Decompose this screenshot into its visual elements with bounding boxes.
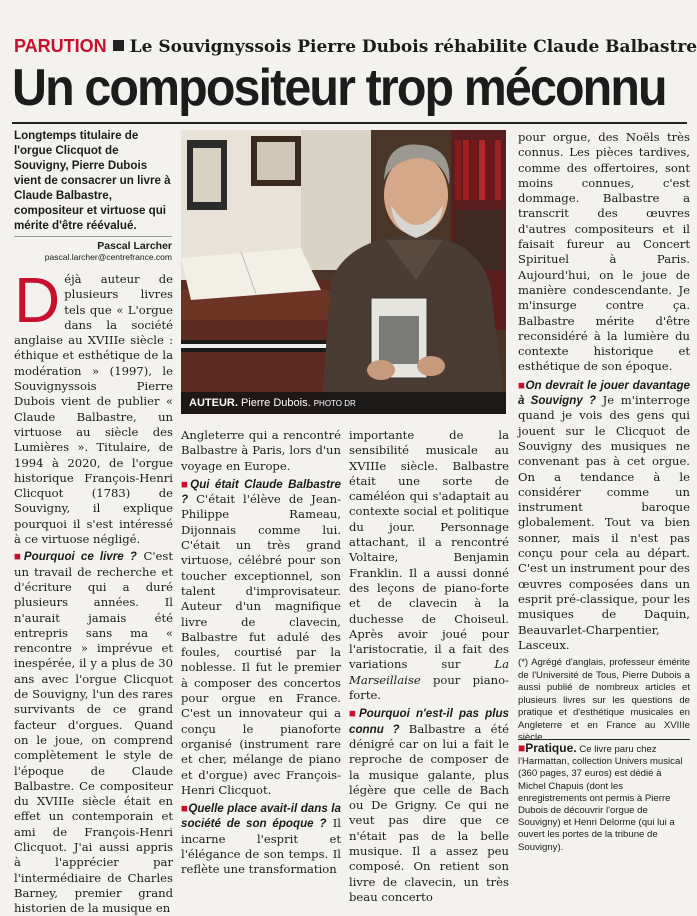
kicker-title: Le Souvignyssois Pierre Dubois réhabilite Claude Balbastre xyxy=(129,37,697,57)
question-2: ■ Qui était Claude Balbastre ? xyxy=(181,478,341,506)
caption-label: AUTEUR. xyxy=(189,397,238,409)
question-3: ■ Quelle place avait-il dans la société de son époque ? xyxy=(181,802,341,830)
chapo: Longtemps titulaire de l'orgue Clicquot de Souvigny, Pierre Dubois vient de consacrer un livre à Claude Balbastre, compositeur et virtuose qui mérite d'être réévalué. xyxy=(14,129,171,232)
col3-answer: ■ Pourquoi n'est-il pas plus connu ? Balbastre a été dénigré car on lui a fait le reproche de composer de la musique galante, plus légère que celle de Bach ou De Grigny. Ce qui ne veut pas dire que ce n'était pas de la belle musique. Il a assez peu composé. On retient son livre de clavecin, un très beau concerto xyxy=(349,706,509,905)
question-4: ■ Pourquoi n'est-il pas plus connu ? xyxy=(349,707,509,735)
dropcap: D xyxy=(14,264,61,336)
col2-p1: Angleterre qui a rencontré Balbastre à Paris, lors d'un voyage en Europe. xyxy=(181,428,341,473)
byline xyxy=(14,236,172,262)
kicker xyxy=(14,36,697,57)
footnote: (*) Agrégé d'anglais, professeur émérite de l'Université de Tous, Pierre Dubois a aussi publié de nombreux articles et plusieurs livres sur les questions de pratique et d'esthétique musicales en Angleterre et en France au XVIIIe siècle. xyxy=(518,657,690,744)
author-email: pascal.larcher@centrefrance.com xyxy=(44,252,172,262)
author-name: Pascal Larcher xyxy=(97,240,172,252)
col4-answer: ■ On devrait le jouer davantage à Souvigny ? Je m'interroge quand je vois des gens qui jouent sur le Clicquot de Souvigny des musiques ne convenant pas à cet orgue. On a tendance à le considérer comme un instrument baroque globalement. Tout va bien sonner, mais il n'est pas conçu pour cela au départ. C'est un instrument pour des œuvres composées dans un esprit pré-classique, pour les musiques de Daquin, Beauvarlet-Charpentier, Lasceux. xyxy=(518,378,690,653)
col1-answer: ■ Pourquoi ce livre ? C'est un travail de recherche et d'écriture qui a duré plusieurs années. Il n'aurait jamais été entrepris sans ma « rencontre » imprévue et inespérée, il y a plus de 30 ans avec l'orgue Clicquot de Souvigny, l'un des rares survivants de ce grand facteur d'orgues. Quand on le joue, on comprend complètement le style de l'époque de Claude Balbastre. Ce compositeur du XVIIIe siècle était en effet un contemporain et ami de François-Henri Clicquot. J'ai aussi appris à l'apprécier par l'intermédiaire de Charles Barney, premier grand historien de la musique en xyxy=(14,549,173,916)
question-1: ■ Pourquoi ce livre ? xyxy=(14,550,137,563)
col4-p1: pour orgue, des Noëls très connus. Les pièces tardives, comme des offertoires, sont moins connues, c'est dommage. Balbastre a transcrit des œuvres d'autres compositeurs et il faisait fureur au Concert Spirituel à Paris. Aujourd'hui, on le joue de manière condescendante. Je m'insurge contre ça. Balbastre mérite d'être reconsidéré à la lumière du contexte historique et esthétique de son époque. xyxy=(518,130,690,374)
rubric: PARUTION xyxy=(14,36,107,56)
question-5: ■ On devrait le jouer davantage à Souvigny ? xyxy=(518,379,690,407)
col3-p1: importante de la sensibilité musicale au XVIIIe siècle. Balbastre était une sorte de caméléon qui s'adaptait au contexte social et politique du jour. Personnage attachant, il a rencontré Voltaire, Benjamin Franklin. Il a aussi donné des leçons de piano-forte et de clavecin à la duchesse de Choiseul. Après avoir joué pour l'aristocratie, il a fait des variations sur La Marseillaise pour piano-forte. xyxy=(349,428,509,703)
square-bullet-icon xyxy=(113,40,124,51)
pratique-text: Ce livre paru chez l'Harmattan, collection Univers musical (360 pages, 37 euros) est dédié à Michel Chapuis (dont les enregistrements ont permis à Pierre Dubois de découvrir l'orgue de Souvigny) et Henri Delorme (qui lui a ouvert les portes de la tribune de Souvigny). xyxy=(518,744,683,853)
photo-caption xyxy=(181,392,506,414)
column-1 xyxy=(14,264,173,916)
headline: Un compositeur trop méconnu xyxy=(12,59,666,117)
caption-text: Pierre Dubois. xyxy=(240,397,311,409)
column-2 xyxy=(181,428,341,878)
pratique-title: ■ Pratique. xyxy=(518,741,577,755)
photo-credit: PHOTO DR xyxy=(313,399,356,408)
pratique-box xyxy=(518,739,690,854)
column-4 xyxy=(518,130,690,745)
col1-intro: Déjà auteur de plusieurs livres tels que « L'orgue dans la société anglaise au XVIIIe siècle : éthique et esthétique de la modération » (1997), le Souvignyssois Pierre Dubois vient de publier « Claude Balbastre, un virtuose au siècle des Lumières ». Titulaire, de 1994 à 2020, de l'orgue historique François-Henri Clicquot (1783) de Souvigny, il explique pourquoi il s'est intéressé à ce virtuose négligé. xyxy=(14,264,173,547)
author-photo xyxy=(181,130,506,414)
column-3 xyxy=(349,428,509,905)
col2-answer-1: ■ Qui était Claude Balbastre ? C'était l'élève de Jean-Philippe Rameau, Dijonnais comme lui. C'était un très grand virtuose, célébré pour son toucher exceptionnel, son talent d'improvisateur. Auteur d'un magnifique livre de clavecin, Balbastre fut adulé des foules, courtisé par la noblesse. Il fut le premier à composer des concertos pour orgue en France. C'est un innovateur qui a conçu le pianoforte organisé (instrument rare et cher, mélange de piano et d'orgue) avec François-Henri Clicquot. xyxy=(181,477,341,798)
col2-answer-2: ■ Quelle place avait-il dans la société de son époque ? Il incarne l'esprit et l'élégance de son temps. Il reflète une transformation xyxy=(181,801,341,877)
headline-rule xyxy=(12,122,687,124)
